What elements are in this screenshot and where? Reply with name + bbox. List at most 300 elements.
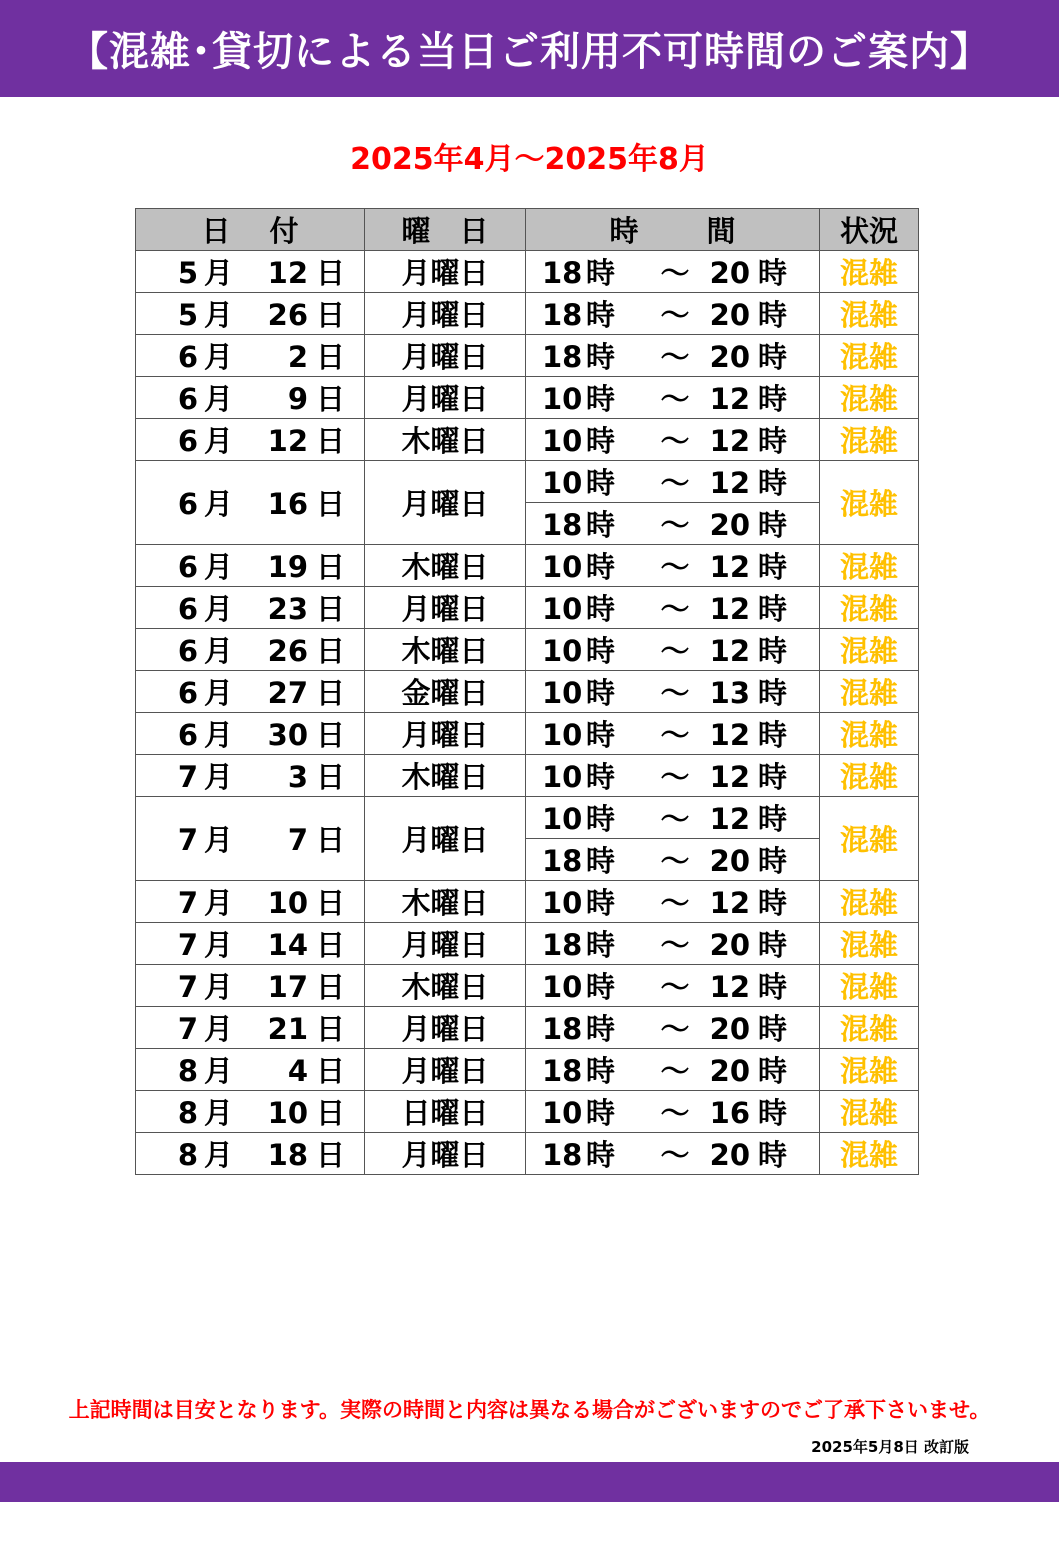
range-tilde: ～ <box>660 886 690 920</box>
table-row <box>136 797 919 839</box>
end-hour: 20 <box>709 844 750 878</box>
range-tilde: ～ <box>660 928 690 962</box>
day-unit: 日 <box>316 550 346 584</box>
status-cell: 混雑 <box>820 545 919 587</box>
time-range-cell <box>526 1133 820 1175</box>
end-hour: 12 <box>709 466 750 500</box>
weekday-cell: 月曜日 <box>365 923 526 965</box>
start-hour: 18 <box>542 928 583 962</box>
start-hour: 10 <box>542 466 583 500</box>
month-value: 8 <box>177 1054 198 1088</box>
hour-unit: 時 <box>586 382 616 416</box>
start-hour: 10 <box>542 382 583 416</box>
range-tilde: ～ <box>660 340 690 374</box>
status-cell: 混雑 <box>820 1049 919 1091</box>
table-row <box>136 755 919 797</box>
day-value: 2 <box>287 340 308 374</box>
footer-banner <box>0 1462 1059 1502</box>
day-unit: 日 <box>316 487 346 521</box>
day-unit: 日 <box>316 1054 346 1088</box>
month-unit: 月 <box>204 760 234 794</box>
month-unit: 月 <box>204 340 234 374</box>
day-value: 3 <box>287 760 308 794</box>
schedule-table-body <box>136 251 919 1175</box>
weekday-cell: 木曜日 <box>365 545 526 587</box>
month-value: 6 <box>177 718 198 752</box>
hour-unit: 時 <box>586 424 616 458</box>
range-tilde: ～ <box>660 424 690 458</box>
day-unit: 日 <box>316 970 346 1004</box>
status-cell: 混雑 <box>820 713 919 755</box>
status-cell: 混雑 <box>820 965 919 1007</box>
hour-unit: 時 <box>758 1138 788 1172</box>
month-unit: 月 <box>204 487 234 521</box>
time-range-cell <box>526 965 820 1007</box>
time-range-cell <box>526 755 820 797</box>
month-value: 5 <box>177 256 198 290</box>
end-hour: 12 <box>709 634 750 668</box>
status-cell: 混雑 <box>820 881 919 923</box>
month-unit: 月 <box>204 424 234 458</box>
hour-unit: 時 <box>758 592 788 626</box>
hour-unit: 時 <box>758 256 788 290</box>
month-value: 7 <box>177 1012 198 1046</box>
day-unit: 日 <box>316 928 346 962</box>
month-value: 5 <box>177 298 198 332</box>
month-unit: 月 <box>204 928 234 962</box>
end-hour: 12 <box>709 382 750 416</box>
time-range-cell <box>526 797 820 839</box>
hour-unit: 時 <box>758 1054 788 1088</box>
weekday-cell: 木曜日 <box>365 881 526 923</box>
day-value: 18 <box>267 1138 308 1172</box>
day-unit: 日 <box>316 823 346 857</box>
day-unit: 日 <box>316 424 346 458</box>
time-range-cell <box>526 335 820 377</box>
weekday-cell: 金曜日 <box>365 671 526 713</box>
month-value: 6 <box>177 634 198 668</box>
table-row <box>136 629 919 671</box>
start-hour: 10 <box>542 886 583 920</box>
status-cell: 混雑 <box>820 1091 919 1133</box>
date-cell <box>136 1091 365 1133</box>
hour-unit: 時 <box>586 886 616 920</box>
month-value: 8 <box>177 1138 198 1172</box>
time-range-cell <box>526 251 820 293</box>
hour-unit: 時 <box>586 844 616 878</box>
end-hour: 20 <box>709 508 750 542</box>
table-row <box>136 335 919 377</box>
table-header-row <box>136 209 919 251</box>
hour-unit: 時 <box>586 760 616 794</box>
weekday-cell: 木曜日 <box>365 965 526 1007</box>
table-row <box>136 881 919 923</box>
month-value: 6 <box>177 550 198 584</box>
start-hour: 18 <box>542 844 583 878</box>
status-cell: 混雑 <box>820 293 919 335</box>
start-hour: 10 <box>542 424 583 458</box>
status-cell: 混雑 <box>820 335 919 377</box>
end-hour: 20 <box>709 928 750 962</box>
end-hour: 12 <box>709 550 750 584</box>
hour-unit: 時 <box>758 886 788 920</box>
month-value: 7 <box>177 760 198 794</box>
hour-unit: 時 <box>586 634 616 668</box>
month-unit: 月 <box>204 382 234 416</box>
month-unit: 月 <box>204 1012 234 1046</box>
range-tilde: ～ <box>660 550 690 584</box>
range-tilde: ～ <box>660 802 690 836</box>
hour-unit: 時 <box>758 634 788 668</box>
start-hour: 18 <box>542 508 583 542</box>
weekday-cell: 日曜日 <box>365 1091 526 1133</box>
end-hour: 12 <box>709 718 750 752</box>
date-cell <box>136 713 365 755</box>
table-row <box>136 461 919 503</box>
date-cell <box>136 293 365 335</box>
table-row <box>136 1007 919 1049</box>
status-cell: 混雑 <box>820 797 919 881</box>
hour-unit: 時 <box>758 802 788 836</box>
page-title: 【混雑･貸切による当日ご利用不可時間のご案内】 <box>68 29 991 75</box>
day-unit: 日 <box>316 886 346 920</box>
date-cell <box>136 335 365 377</box>
time-range-cell <box>526 545 820 587</box>
day-value: 9 <box>287 382 308 416</box>
weekday-cell: 月曜日 <box>365 1133 526 1175</box>
column-header-status: 状況 <box>820 209 919 251</box>
date-cell <box>136 755 365 797</box>
start-hour: 10 <box>542 1096 583 1130</box>
time-range-cell <box>526 629 820 671</box>
hour-unit: 時 <box>758 382 788 416</box>
day-unit: 日 <box>316 1096 346 1130</box>
day-value: 7 <box>287 823 308 857</box>
hour-unit: 時 <box>586 592 616 626</box>
hour-unit: 時 <box>586 718 616 752</box>
month-unit: 月 <box>204 1054 234 1088</box>
hour-unit: 時 <box>586 928 616 962</box>
start-hour: 10 <box>542 718 583 752</box>
time-range-cell <box>526 1007 820 1049</box>
day-unit: 日 <box>316 340 346 374</box>
start-hour: 10 <box>542 760 583 794</box>
day-value: 27 <box>267 676 308 710</box>
month-unit: 月 <box>204 970 234 1004</box>
end-hour: 16 <box>709 1096 750 1130</box>
time-range-cell <box>526 923 820 965</box>
month-value: 7 <box>177 928 198 962</box>
end-hour: 12 <box>709 970 750 1004</box>
day-value: 17 <box>267 970 308 1004</box>
table-row <box>136 965 919 1007</box>
table-row <box>136 1133 919 1175</box>
start-hour: 10 <box>542 802 583 836</box>
time-range-cell <box>526 377 820 419</box>
start-hour: 18 <box>542 1138 583 1172</box>
status-cell: 混雑 <box>820 671 919 713</box>
time-range-cell <box>526 1049 820 1091</box>
end-hour: 12 <box>709 886 750 920</box>
table-row <box>136 587 919 629</box>
month-value: 6 <box>177 592 198 626</box>
day-value: 12 <box>267 256 308 290</box>
day-unit: 日 <box>316 718 346 752</box>
status-cell: 混雑 <box>820 1007 919 1049</box>
day-value: 4 <box>287 1054 308 1088</box>
end-hour: 20 <box>709 340 750 374</box>
start-hour: 18 <box>542 298 583 332</box>
month-unit: 月 <box>204 256 234 290</box>
month-unit: 月 <box>204 592 234 626</box>
day-value: 26 <box>267 634 308 668</box>
end-hour: 13 <box>709 676 750 710</box>
start-hour: 18 <box>542 256 583 290</box>
month-unit: 月 <box>204 1138 234 1172</box>
date-cell <box>136 965 365 1007</box>
hour-unit: 時 <box>586 256 616 290</box>
day-value: 26 <box>267 298 308 332</box>
weekday-cell: 木曜日 <box>365 755 526 797</box>
date-cell <box>136 461 365 545</box>
hour-unit: 時 <box>758 676 788 710</box>
time-range-cell <box>526 671 820 713</box>
time-range-cell <box>526 293 820 335</box>
hour-unit: 時 <box>586 1054 616 1088</box>
date-cell <box>136 1049 365 1091</box>
table-row <box>136 377 919 419</box>
month-unit: 月 <box>204 634 234 668</box>
day-value: 12 <box>267 424 308 458</box>
table-row <box>136 923 919 965</box>
range-tilde: ～ <box>660 1138 690 1172</box>
status-cell: 混雑 <box>820 755 919 797</box>
end-hour: 20 <box>709 256 750 290</box>
weekday-cell: 月曜日 <box>365 335 526 377</box>
end-hour: 12 <box>709 760 750 794</box>
hour-unit: 時 <box>758 970 788 1004</box>
end-hour: 20 <box>709 1012 750 1046</box>
range-tilde: ～ <box>660 256 690 290</box>
hour-unit: 時 <box>758 550 788 584</box>
range-tilde: ～ <box>660 970 690 1004</box>
table-row <box>136 713 919 755</box>
day-unit: 日 <box>316 1012 346 1046</box>
weekday-cell: 月曜日 <box>365 377 526 419</box>
table-row <box>136 1049 919 1091</box>
table-row <box>136 545 919 587</box>
schedule-table-container <box>135 208 919 1175</box>
month-value: 6 <box>177 487 198 521</box>
hour-unit: 時 <box>586 1138 616 1172</box>
date-cell <box>136 587 365 629</box>
start-hour: 18 <box>542 1054 583 1088</box>
time-range-cell <box>526 503 820 545</box>
date-cell <box>136 1007 365 1049</box>
range-tilde: ～ <box>660 718 690 752</box>
end-hour: 12 <box>709 592 750 626</box>
time-range-cell <box>526 1091 820 1133</box>
month-value: 7 <box>177 886 198 920</box>
status-cell: 混雑 <box>820 923 919 965</box>
range-tilde: ～ <box>660 1096 690 1130</box>
start-hour: 10 <box>542 550 583 584</box>
status-cell: 混雑 <box>820 1133 919 1175</box>
weekday-cell: 月曜日 <box>365 293 526 335</box>
start-hour: 18 <box>542 1012 583 1046</box>
start-hour: 10 <box>542 634 583 668</box>
day-value: 10 <box>267 1096 308 1130</box>
status-cell: 混雑 <box>820 629 919 671</box>
month-value: 7 <box>177 970 198 1004</box>
day-value: 19 <box>267 550 308 584</box>
hour-unit: 時 <box>758 508 788 542</box>
hour-unit: 時 <box>586 340 616 374</box>
day-value: 21 <box>267 1012 308 1046</box>
day-value: 23 <box>267 592 308 626</box>
month-unit: 月 <box>204 886 234 920</box>
hour-unit: 時 <box>758 298 788 332</box>
table-row <box>136 1091 919 1133</box>
hour-unit: 時 <box>586 1096 616 1130</box>
weekday-cell: 月曜日 <box>365 1007 526 1049</box>
column-header-weekday: 曜 日 <box>365 209 526 251</box>
table-row <box>136 671 919 713</box>
month-value: 6 <box>177 424 198 458</box>
range-tilde: ～ <box>660 1054 690 1088</box>
start-hour: 10 <box>542 592 583 626</box>
hour-unit: 時 <box>758 1012 788 1046</box>
day-unit: 日 <box>316 760 346 794</box>
weekday-cell: 月曜日 <box>365 797 526 881</box>
month-unit: 月 <box>204 298 234 332</box>
date-cell <box>136 923 365 965</box>
weekday-cell: 月曜日 <box>365 587 526 629</box>
month-unit: 月 <box>204 823 234 857</box>
date-cell <box>136 545 365 587</box>
weekday-cell: 月曜日 <box>365 461 526 545</box>
range-tilde: ～ <box>660 676 690 710</box>
table-row <box>136 419 919 461</box>
day-value: 30 <box>267 718 308 752</box>
day-unit: 日 <box>316 592 346 626</box>
hour-unit: 時 <box>586 508 616 542</box>
status-cell: 混雑 <box>820 377 919 419</box>
start-hour: 10 <box>542 676 583 710</box>
hour-unit: 時 <box>758 844 788 878</box>
time-range-cell <box>526 713 820 755</box>
status-cell: 混雑 <box>820 251 919 293</box>
hour-unit: 時 <box>758 928 788 962</box>
hour-unit: 時 <box>758 1096 788 1130</box>
range-tilde: ～ <box>660 844 690 878</box>
status-cell: 混雑 <box>820 461 919 545</box>
hour-unit: 時 <box>586 298 616 332</box>
time-range-cell <box>526 419 820 461</box>
period-label: 2025年4月～2025年8月 <box>350 142 709 177</box>
disclaimer-note: 上記時間は目安となります。実際の時間と内容は異なる場合がございますのでご了承下さいませ。 <box>68 1398 991 1422</box>
day-unit: 日 <box>316 256 346 290</box>
table-row <box>136 251 919 293</box>
day-unit: 日 <box>316 298 346 332</box>
range-tilde: ～ <box>660 634 690 668</box>
weekday-cell: 月曜日 <box>365 251 526 293</box>
day-unit: 日 <box>316 676 346 710</box>
month-unit: 月 <box>204 1096 234 1130</box>
schedule-table <box>135 208 919 1175</box>
date-cell <box>136 671 365 713</box>
month-value: 6 <box>177 676 198 710</box>
hour-unit: 時 <box>586 970 616 1004</box>
month-value: 6 <box>177 340 198 374</box>
range-tilde: ～ <box>660 592 690 626</box>
day-unit: 日 <box>316 382 346 416</box>
range-tilde: ～ <box>660 1012 690 1046</box>
month-unit: 月 <box>204 718 234 752</box>
hour-unit: 時 <box>586 802 616 836</box>
date-cell <box>136 881 365 923</box>
day-value: 14 <box>267 928 308 962</box>
status-cell: 混雑 <box>820 419 919 461</box>
revision-date: 2025年5月8日 改訂版 <box>811 1438 969 1456</box>
month-unit: 月 <box>204 676 234 710</box>
range-tilde: ～ <box>660 382 690 416</box>
hour-unit: 時 <box>758 424 788 458</box>
time-range-cell <box>526 461 820 503</box>
hour-unit: 時 <box>586 550 616 584</box>
date-cell <box>136 251 365 293</box>
end-hour: 12 <box>709 424 750 458</box>
end-hour: 20 <box>709 1054 750 1088</box>
status-cell: 混雑 <box>820 587 919 629</box>
day-unit: 日 <box>316 634 346 668</box>
hour-unit: 時 <box>758 760 788 794</box>
range-tilde: ～ <box>660 760 690 794</box>
date-cell <box>136 377 365 419</box>
month-value: 6 <box>177 382 198 416</box>
hour-unit: 時 <box>758 718 788 752</box>
hour-unit: 時 <box>586 1012 616 1046</box>
end-hour: 20 <box>709 1138 750 1172</box>
month-unit: 月 <box>204 550 234 584</box>
date-cell <box>136 629 365 671</box>
month-value: 8 <box>177 1096 198 1130</box>
column-header-date: 日 付 <box>136 209 365 251</box>
end-hour: 12 <box>709 802 750 836</box>
weekday-cell: 木曜日 <box>365 629 526 671</box>
start-hour: 10 <box>542 970 583 1004</box>
weekday-cell: 木曜日 <box>365 419 526 461</box>
range-tilde: ～ <box>660 298 690 332</box>
day-value: 16 <box>267 487 308 521</box>
time-range-cell <box>526 839 820 881</box>
hour-unit: 時 <box>758 466 788 500</box>
date-cell <box>136 797 365 881</box>
range-tilde: ～ <box>660 466 690 500</box>
table-row <box>136 293 919 335</box>
date-cell <box>136 1133 365 1175</box>
hour-unit: 時 <box>586 676 616 710</box>
range-tilde: ～ <box>660 508 690 542</box>
time-range-cell <box>526 881 820 923</box>
hour-unit: 時 <box>758 340 788 374</box>
hour-unit: 時 <box>586 466 616 500</box>
date-cell <box>136 419 365 461</box>
title-banner <box>0 0 1059 97</box>
month-value: 7 <box>177 823 198 857</box>
start-hour: 18 <box>542 340 583 374</box>
column-header-time: 時 間 <box>526 209 820 251</box>
